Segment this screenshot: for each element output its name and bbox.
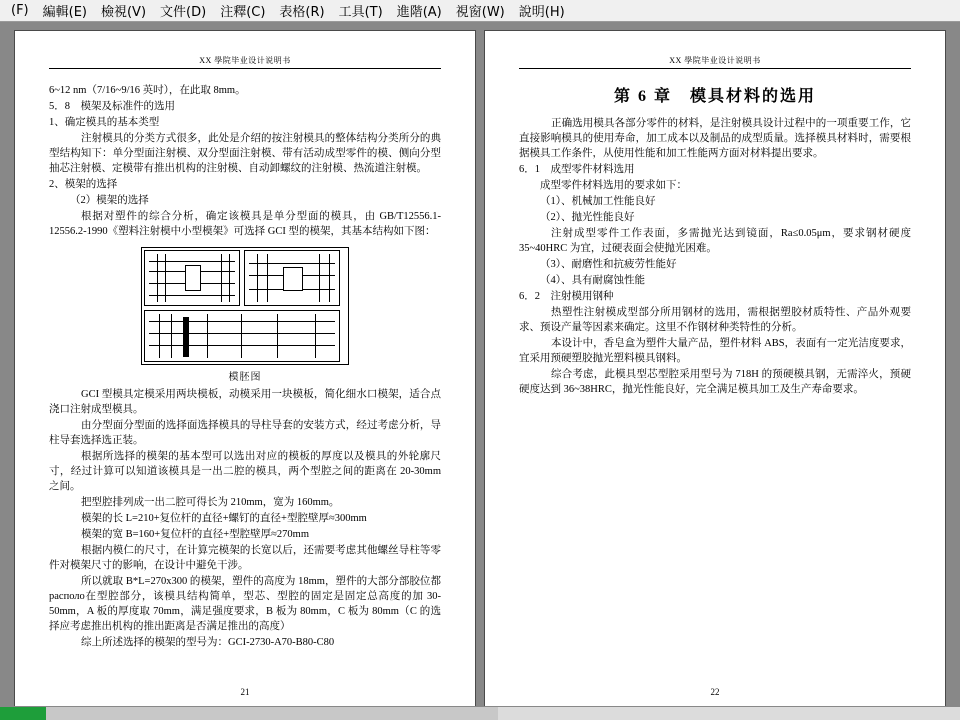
figure-drawing [141,247,349,365]
paragraph: 模架的长 L=210+复位杆的直径+螺钉的直径+型腔壁厚≈300mm [81,513,367,524]
paragraph: GCI 型模具定模采用两块模板，动模采用一块模板，简化细水口模架，适合点浇口注射成型模具。 [49,389,441,415]
taskbar[interactable] [0,706,960,720]
figure-view-left [144,250,240,306]
paragraph: 注射模具的分类方式很多，此处是介绍的按注射模具的整体结构分类所分的典型结构知下：单分型面注射模、双分型面注射模、带有活动成型零件的模、侧向分型抽芯注射模、定模带有推出机构的注射模、自动卸螺纹的注射模、热流道注射模。 [49,133,441,174]
list-item: 2、模架的选择 [49,179,118,190]
paragraph: 本设计中，香皂盒为塑件大量产品，塑件材料 ABS，表面有一定光洁度要求，宜采用预硬塑胶抛光塑料模具钢料。 [519,338,911,364]
menu-item-tools[interactable]: 工具(T) [338,5,383,20]
menu-item-advanced[interactable]: 進階(A) [396,5,442,20]
paragraph: 综上所述选择的模架的型号为：GCI-2730-A70-B80-C80 [81,637,335,648]
section-heading: 6．2 注射模用钢种 [519,291,614,302]
paragraph: 综合考虑，此模具型芯型腔采用型号为 718H 的预硬模具钢，无需淬火，预硬硬度达到 36~38HRC，抛光性能良好，完全满足模具加工及生产寿命要求。 [519,369,911,395]
paragraph: 注射成型零件工作表面，多需抛光达到镜面，Ra≤0.05μm，要求钢材硬度 35~40HRC 为宜，过硬表面会使抛光困难。 [519,228,911,254]
header-rule [49,68,441,69]
list-item: （3）、耐磨性和抗疲劳性能好 [540,259,677,270]
list-item: 1、确定模具的基本类型 [49,117,160,128]
page-number: 22 [710,687,720,697]
figure-view-bottom [144,310,340,362]
list-item: （4）、具有耐腐蚀性能 [540,275,645,286]
figure-row-bottom [142,308,348,364]
paragraph: 正确选用模具各部分零件的材料，是注射模具设计过程中的一项重要工作，它直接影响模具的使用寿命，加工成本以及制品的成型质量。选择模具材料时，需要根据模具工作条件，从使用性能和加工性能两方面对材料提出要求。 [519,118,911,159]
page-container [14,22,946,720]
running-head: XX 學院毕业设计说明书 [669,56,761,65]
running-head: XX 學院毕业设计说明书 [199,56,291,65]
chapter-title: 第 6 章 模具材料的选用 [613,88,816,105]
figure-caption: 模胚图 [228,372,262,383]
menu-item-edit[interactable]: 編輯(E) [42,5,87,20]
paragraph: 热塑性注射模成型部分所用钢材的选用，需根据塑胶材质特性、产品外观要求、预设产量等因素来确定。这里不作钢材种类特性的分析。 [519,307,911,333]
menu-item-comment[interactable]: 注釋(C) [220,5,266,20]
figure-mould-base [49,247,441,383]
paragraph: 成型零件材料选用的要求如下： [540,180,687,191]
list-item: （1）、机械加工性能良好 [540,196,656,207]
document-page-22 [484,30,946,714]
paragraph: 所以就取 B*L=270x300 的模架，塑件的高度为 18mm，塑件的大部分部胶位都располо在型腔部分，该模具结构简单，型芯、型腔的固定是固定总高度的加 30-50mm，A 板的厚度取 70mm，满足强度要求，B 板为 80mm，C 板为 80mm（C 的选择应考虑推出机构的推出距离是否满足推出的高度） [49,576,441,632]
taskbar-start-indicator[interactable] [0,707,46,720]
page-body [519,83,911,397]
menu-item-window[interactable]: 視窗(W) [455,5,505,20]
figure-row-top [142,248,348,308]
paragraph: 由分型面分型面的选择面选择模具的导柱导套的安装方式，经过考虑分析，导柱导套选择选正装。 [49,420,441,446]
menu-bar [0,0,960,22]
menu-item-view[interactable]: 檢視(V) [100,5,147,20]
paragraph: 根据所选择的模架的基本型可以选出对应的模板的厚度以及模具的外轮廓尺寸，经过计算可以知道该模具是一出二腔的模具，两个型腔之间的距离在 20-30mm 之间。 [49,451,441,492]
menu-item-help[interactable]: 說明(H) [518,5,565,20]
menu-item-file[interactable]: (F) [11,3,29,18]
paragraph: 把型腔排列成一出二腔可得长为 210mm，宽为 160mm。 [81,497,340,508]
section-heading: 5．8 模架及标准件的选用 [49,101,175,112]
menu-item-forms[interactable]: 表格(R) [279,5,325,20]
document-page-21 [14,30,476,714]
header-rule [519,68,911,69]
menu-item-document[interactable]: 文件(D) [160,5,207,20]
list-item: （2）、抛光性能良好 [540,212,635,223]
document-viewport[interactable] [0,22,960,720]
section-heading: 6．1 成型零件材料选用 [519,164,635,175]
paragraph: 根据内模仁的尺寸，在计算完模架的长宽以后，还需要考虑其他螺丝导柱等零件对模架尺寸的影响，在设计中避免干涉。 [49,545,441,571]
list-item: （2）模架的选择 [70,195,149,206]
taskbar-segment[interactable] [498,707,960,720]
figure-view-right [244,250,340,306]
paragraph: 根据对塑件的综合分析，确定该模具是单分型面的模具，由 GB/T12556.1-12556.2-1990《塑料注射模中小型模架》可选择 GCI 型的模架，其基本结构如下图： [49,211,441,237]
page-number: 21 [240,687,250,697]
paragraph: 模架的宽 B=160+复位杆的直径+型腔壁厚≈270mm [81,529,309,540]
page-body [49,83,441,650]
paragraph: 6~12 nm（7/16~9/16 英吋），在此取 8mm。 [49,85,246,96]
